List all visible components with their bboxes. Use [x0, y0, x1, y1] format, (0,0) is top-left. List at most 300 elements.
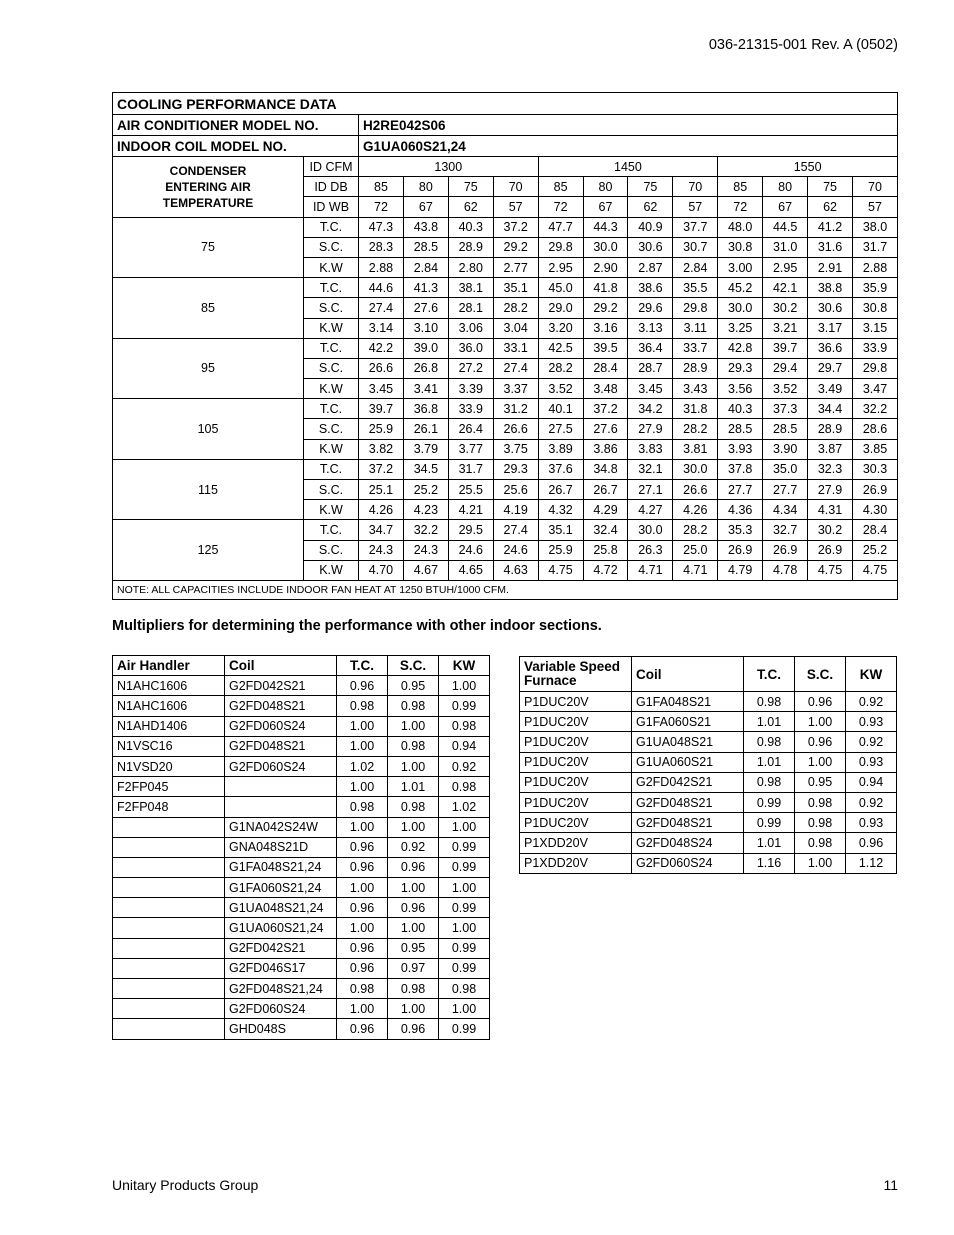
table-cell: 1.00: [337, 918, 388, 938]
data-cell: 3.86: [583, 439, 628, 459]
table-cell: 1.00: [388, 716, 439, 736]
table-cell: N1AHC1606: [113, 696, 225, 716]
data-cell: 4.72: [583, 560, 628, 580]
table-cell: 0.96: [337, 1019, 388, 1039]
metric-label: K.W: [304, 318, 359, 338]
data-cell: 3.16: [583, 318, 628, 338]
data-cell: 26.9: [763, 540, 808, 560]
table-cell: G1FA048S21,24: [225, 857, 337, 877]
data-cell: 35.1: [493, 278, 538, 298]
table-cell: 0.95: [388, 938, 439, 958]
data-cell: 3.90: [763, 439, 808, 459]
data-cell: 25.2: [403, 480, 448, 500]
table-cell: 0.98: [388, 736, 439, 756]
table-cell: 0.93: [846, 813, 897, 833]
id-cfm-label: ID CFM: [304, 157, 359, 177]
data-cell: 31.8: [673, 399, 718, 419]
data-cell: 3.87: [808, 439, 853, 459]
data-cell: 33.9: [852, 338, 897, 358]
wb-value: 72: [359, 197, 404, 217]
table-cell: 1.00: [388, 817, 439, 837]
data-cell: 32.4: [583, 520, 628, 540]
col-header-variable-speed-furnace: [520, 657, 632, 692]
table-cell: N1VSD20: [113, 756, 225, 776]
table-cell: 1.00: [388, 999, 439, 1019]
data-cell: 38.0: [852, 217, 897, 237]
data-cell: 3.20: [538, 318, 583, 338]
data-cell: 45.0: [538, 278, 583, 298]
data-cell: 3.52: [763, 379, 808, 399]
data-cell: 2.84: [673, 257, 718, 277]
condenser-temp-cell: 75: [113, 217, 304, 278]
data-cell: 4.26: [673, 500, 718, 520]
metric-label: T.C.: [304, 459, 359, 479]
data-cell: 4.32: [538, 500, 583, 520]
data-cell: 31.7: [852, 237, 897, 257]
table-cell: 0.98: [439, 777, 490, 797]
data-cell: 2.80: [448, 257, 493, 277]
data-cell: 38.1: [448, 278, 493, 298]
coil-model-value: G1UA060S21,24: [359, 136, 898, 157]
metric-label: T.C.: [304, 217, 359, 237]
data-cell: 4.71: [673, 560, 718, 580]
wb-value: 62: [448, 197, 493, 217]
table-cell: 1.00: [439, 999, 490, 1019]
table-row: [113, 857, 490, 877]
db-value: 70: [673, 177, 718, 197]
data-cell: 28.9: [808, 419, 853, 439]
table-cell: G1FA060S21,24: [225, 878, 337, 898]
table-row: [113, 777, 490, 797]
data-cell: 4.27: [628, 500, 673, 520]
table-row: [520, 813, 897, 833]
data-cell: 35.1: [538, 520, 583, 540]
data-cell: 37.8: [718, 459, 763, 479]
data-cell: 28.9: [448, 237, 493, 257]
data-cell: 27.9: [628, 419, 673, 439]
data-cell: 38.6: [628, 278, 673, 298]
table-cell: 0.92: [846, 732, 897, 752]
table-cell: N1VSC16: [113, 736, 225, 756]
data-cell: 41.2: [808, 217, 853, 237]
table-cell: G2FD042S21: [225, 938, 337, 958]
table-cell: 0.95: [388, 676, 439, 696]
table-cell: 0.99: [744, 792, 795, 812]
data-cell: 31.6: [808, 237, 853, 257]
data-cell: 27.2: [448, 358, 493, 378]
table-cell: 0.92: [388, 837, 439, 857]
data-cell: 3.52: [538, 379, 583, 399]
data-cell: 42.2: [359, 338, 404, 358]
data-cell: 3.47: [852, 379, 897, 399]
table-cell: F2FP048: [113, 797, 225, 817]
table-row: [520, 853, 897, 873]
table-cell: 0.96: [846, 833, 897, 853]
data-cell: 29.2: [493, 237, 538, 257]
condenser-temp-header: [113, 157, 304, 218]
data-cell: 39.5: [583, 338, 628, 358]
table-row: [520, 792, 897, 812]
table-cell: 0.92: [846, 692, 897, 712]
table-row: [520, 772, 897, 792]
data-cell: 45.2: [718, 278, 763, 298]
data-cell: 4.34: [763, 500, 808, 520]
table-row: [113, 958, 490, 978]
metric-label: S.C.: [304, 358, 359, 378]
table-cell: 0.98: [337, 797, 388, 817]
table-cell: [113, 898, 225, 918]
data-cell: 44.6: [359, 278, 404, 298]
data-cell: 28.3: [359, 237, 404, 257]
table-cell: 0.98: [795, 833, 846, 853]
data-cell: 26.9: [718, 540, 763, 560]
table-cell: 1.01: [388, 777, 439, 797]
data-cell: 30.0: [718, 298, 763, 318]
table-row: [113, 520, 898, 540]
col-header-kw: KW: [846, 657, 897, 692]
data-cell: 32.2: [403, 520, 448, 540]
data-cell: 28.9: [673, 358, 718, 378]
table-row: [113, 817, 490, 837]
data-cell: 33.7: [673, 338, 718, 358]
db-value: 75: [448, 177, 493, 197]
data-cell: 34.5: [403, 459, 448, 479]
data-cell: 4.75: [852, 560, 897, 580]
data-cell: 26.6: [673, 480, 718, 500]
data-cell: 2.88: [359, 257, 404, 277]
data-cell: 30.3: [852, 459, 897, 479]
table-row: [113, 898, 490, 918]
db-value: 85: [359, 177, 404, 197]
data-cell: 27.4: [359, 298, 404, 318]
data-cell: 34.7: [359, 520, 404, 540]
data-cell: 3.11: [673, 318, 718, 338]
data-cell: 37.7: [673, 217, 718, 237]
data-cell: 26.6: [359, 358, 404, 378]
data-cell: 28.2: [673, 419, 718, 439]
data-cell: 27.6: [403, 298, 448, 318]
data-cell: 3.83: [628, 439, 673, 459]
table-cell: F2FP045: [113, 777, 225, 797]
table-cell: 0.99: [439, 1019, 490, 1039]
cfm-value: 1450: [538, 157, 718, 177]
table-row: [113, 696, 490, 716]
data-cell: 3.45: [359, 379, 404, 399]
data-cell: 3.41: [403, 379, 448, 399]
data-cell: 30.8: [852, 298, 897, 318]
wb-value: 62: [808, 197, 853, 217]
data-cell: 29.8: [673, 298, 718, 318]
metric-label: T.C.: [304, 520, 359, 540]
data-cell: 3.39: [448, 379, 493, 399]
data-cell: 44.3: [583, 217, 628, 237]
data-cell: 26.9: [808, 540, 853, 560]
table-cell: [225, 777, 337, 797]
id-wb-label: ID WB: [304, 197, 359, 217]
data-cell: 3.45: [628, 379, 673, 399]
data-cell: 4.71: [628, 560, 673, 580]
table-cell: 0.96: [337, 857, 388, 877]
table-cell: 1.00: [795, 712, 846, 732]
table-cell: [225, 797, 337, 817]
table-cell: 0.98: [337, 696, 388, 716]
db-value: 80: [583, 177, 628, 197]
cooling-performance-table: [112, 92, 898, 600]
data-cell: 3.43: [673, 379, 718, 399]
wb-value: 57: [673, 197, 718, 217]
data-cell: 3.10: [403, 318, 448, 338]
table-cell: 0.98: [744, 732, 795, 752]
ac-model-label: AIR CONDITIONER MODEL NO.: [113, 115, 359, 136]
data-cell: 24.6: [493, 540, 538, 560]
data-cell: 28.5: [403, 237, 448, 257]
table-cell: 1.01: [744, 833, 795, 853]
metric-label: S.C.: [304, 298, 359, 318]
data-cell: 2.95: [763, 257, 808, 277]
data-cell: 31.0: [763, 237, 808, 257]
data-cell: 31.7: [448, 459, 493, 479]
table-cell: G2FD048S21: [632, 813, 744, 833]
data-cell: 28.4: [852, 520, 897, 540]
table-cell: P1DUC20V: [520, 813, 632, 833]
data-cell: 42.1: [763, 278, 808, 298]
table-cell: 1.00: [337, 716, 388, 736]
data-cell: 39.7: [359, 399, 404, 419]
col-header-sc: S.C.: [388, 656, 439, 676]
data-cell: 4.21: [448, 500, 493, 520]
data-cell: 40.1: [538, 399, 583, 419]
metric-label: S.C.: [304, 540, 359, 560]
data-cell: 37.2: [359, 459, 404, 479]
data-cell: 3.06: [448, 318, 493, 338]
table-cell: 0.96: [337, 676, 388, 696]
data-cell: 3.82: [359, 439, 404, 459]
table-cell: G2FD048S24: [632, 833, 744, 853]
table-cell: 1.00: [439, 676, 490, 696]
data-cell: 34.8: [583, 459, 628, 479]
data-cell: 48.0: [718, 217, 763, 237]
table-cell: G2FD048S21,24: [225, 979, 337, 999]
data-cell: 29.4: [763, 358, 808, 378]
data-cell: 24.3: [403, 540, 448, 560]
data-cell: 28.5: [763, 419, 808, 439]
data-cell: 25.1: [359, 480, 404, 500]
metric-label: T.C.: [304, 278, 359, 298]
wb-value: 62: [628, 197, 673, 217]
data-cell: 36.8: [403, 399, 448, 419]
table-cell: 1.00: [337, 878, 388, 898]
table-cell: 0.96: [337, 938, 388, 958]
table-cell: 0.99: [439, 837, 490, 857]
table-cell: [113, 857, 225, 877]
data-cell: 26.4: [448, 419, 493, 439]
table-cell: N1AHD1406: [113, 716, 225, 736]
data-cell: 3.81: [673, 439, 718, 459]
data-cell: 29.6: [628, 298, 673, 318]
data-cell: 29.2: [583, 298, 628, 318]
data-cell: 26.6: [493, 419, 538, 439]
table-cell: 1.12: [846, 853, 897, 873]
data-cell: 4.23: [403, 500, 448, 520]
table-cell: 1.00: [337, 736, 388, 756]
metric-label: S.C.: [304, 237, 359, 257]
condenser-label-line: TEMPERATURE: [162, 195, 254, 210]
table-cell: 0.92: [439, 756, 490, 776]
condenser-temp-cell: 95: [113, 338, 304, 399]
wb-value: 72: [538, 197, 583, 217]
ac-model-value: H2RE042S06: [359, 115, 898, 136]
data-cell: 4.31: [808, 500, 853, 520]
data-cell: 3.15: [852, 318, 897, 338]
data-cell: 37.2: [583, 399, 628, 419]
table-row: [113, 399, 898, 419]
table-cell: [113, 837, 225, 857]
db-value: 85: [538, 177, 583, 197]
air-handler-table: [112, 655, 490, 1040]
condenser-temp-cell: 125: [113, 520, 304, 581]
data-cell: 3.79: [403, 439, 448, 459]
data-cell: 25.9: [359, 419, 404, 439]
data-cell: 32.3: [808, 459, 853, 479]
data-cell: 40.9: [628, 217, 673, 237]
data-cell: 4.79: [718, 560, 763, 580]
data-cell: 25.0: [673, 540, 718, 560]
data-cell: 3.21: [763, 318, 808, 338]
data-cell: 34.4: [808, 399, 853, 419]
table-cell: 0.96: [795, 692, 846, 712]
data-cell: 4.67: [403, 560, 448, 580]
metric-label: K.W: [304, 379, 359, 399]
data-cell: 40.3: [448, 217, 493, 237]
wb-value: 57: [493, 197, 538, 217]
furnace-table: [519, 656, 897, 874]
data-cell: 3.04: [493, 318, 538, 338]
table-cell: G1FA060S21: [632, 712, 744, 732]
table-row: [113, 797, 490, 817]
table-cell: 0.99: [439, 898, 490, 918]
header-line: Furnace: [524, 673, 577, 688]
table-cell: G1UA060S21,24: [225, 918, 337, 938]
table-cell: G1FA048S21: [632, 692, 744, 712]
table-cell: 0.96: [795, 732, 846, 752]
data-cell: 4.30: [852, 500, 897, 520]
table-cell: G2FD042S21: [632, 772, 744, 792]
table-title: COOLING PERFORMANCE DATA: [113, 93, 898, 115]
cfm-value: 1300: [359, 157, 539, 177]
table-cell: 1.00: [337, 817, 388, 837]
data-cell: 39.7: [763, 338, 808, 358]
table-cell: P1DUC20V: [520, 692, 632, 712]
data-cell: 27.5: [538, 419, 583, 439]
data-cell: 3.14: [359, 318, 404, 338]
table-cell: G2FD048S21: [632, 792, 744, 812]
table-cell: 1.16: [744, 853, 795, 873]
metric-label: S.C.: [304, 419, 359, 439]
condenser-temp-cell: 85: [113, 278, 304, 339]
table-cell: G2FD060S24: [632, 853, 744, 873]
data-cell: 3.37: [493, 379, 538, 399]
data-cell: 25.5: [448, 480, 493, 500]
table-row: [520, 752, 897, 772]
data-cell: 3.13: [628, 318, 673, 338]
metric-label: T.C.: [304, 399, 359, 419]
data-cell: 4.78: [763, 560, 808, 580]
data-cell: 4.75: [808, 560, 853, 580]
data-cell: 29.5: [448, 520, 493, 540]
table-cell: 0.94: [846, 772, 897, 792]
table-cell: G2FD060S24: [225, 716, 337, 736]
data-cell: 28.2: [493, 298, 538, 318]
data-cell: 30.6: [628, 237, 673, 257]
table-cell: G1UA048S21,24: [225, 898, 337, 918]
id-db-label: ID DB: [304, 177, 359, 197]
table-cell: P1DUC20V: [520, 792, 632, 812]
data-cell: 27.1: [628, 480, 673, 500]
data-cell: 3.48: [583, 379, 628, 399]
data-cell: 33.1: [493, 338, 538, 358]
table-cell: P1DUC20V: [520, 772, 632, 792]
data-cell: 29.3: [718, 358, 763, 378]
data-cell: 3.25: [718, 318, 763, 338]
wb-value: 67: [583, 197, 628, 217]
data-cell: 31.2: [493, 399, 538, 419]
coil-model-label: INDOOR COIL MODEL NO.: [113, 136, 359, 157]
data-cell: 42.5: [538, 338, 583, 358]
table-cell: 1.00: [388, 878, 439, 898]
table-cell: 1.02: [337, 756, 388, 776]
data-cell: 33.9: [448, 399, 493, 419]
data-cell: 4.75: [538, 560, 583, 580]
table-cell: G2FD048S21: [225, 696, 337, 716]
table-row: [113, 938, 490, 958]
data-cell: 27.9: [808, 480, 853, 500]
table-cell: P1DUC20V: [520, 712, 632, 732]
data-cell: 26.3: [628, 540, 673, 560]
table-cell: 1.00: [388, 918, 439, 938]
data-cell: 27.7: [763, 480, 808, 500]
data-cell: 36.4: [628, 338, 673, 358]
table-cell: 0.96: [388, 1019, 439, 1039]
data-cell: 47.7: [538, 217, 583, 237]
table-cell: P1DUC20V: [520, 752, 632, 772]
data-cell: 27.4: [493, 358, 538, 378]
data-cell: 27.6: [583, 419, 628, 439]
data-cell: 26.7: [583, 480, 628, 500]
table-cell: 1.02: [439, 797, 490, 817]
data-cell: 3.85: [852, 439, 897, 459]
data-cell: 26.8: [403, 358, 448, 378]
table-cell: [113, 1019, 225, 1039]
table-row: [113, 918, 490, 938]
table-cell: 0.92: [846, 792, 897, 812]
table-cell: G1UA048S21: [632, 732, 744, 752]
data-cell: 30.8: [718, 237, 763, 257]
table-cell: 0.93: [846, 712, 897, 732]
table-row: [520, 692, 897, 712]
data-cell: 2.84: [403, 257, 448, 277]
table-cell: 0.98: [744, 692, 795, 712]
table-cell: 0.98: [439, 716, 490, 736]
data-cell: 4.36: [718, 500, 763, 520]
table-cell: G2FD048S21: [225, 736, 337, 756]
table-row: [113, 716, 490, 736]
col-header-air-handler: Air Handler: [113, 656, 225, 676]
data-cell: 28.5: [718, 419, 763, 439]
data-cell: 25.8: [583, 540, 628, 560]
data-cell: 35.9: [852, 278, 897, 298]
data-cell: 41.8: [583, 278, 628, 298]
table-note: NOTE: ALL CAPACITIES INCLUDE INDOOR FAN HEAT AT 1250 BTUH/1000 CFM.: [113, 580, 898, 599]
